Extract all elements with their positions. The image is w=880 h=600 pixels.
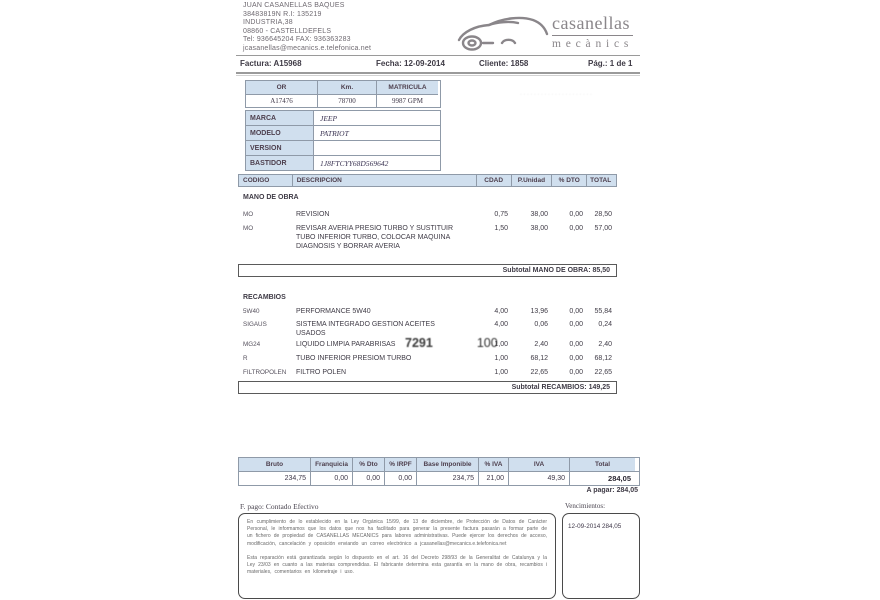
car-sketch-icon	[455, 10, 550, 56]
item-dto: 0,00	[569, 321, 583, 328]
item-dto: 0,00	[569, 308, 583, 315]
table-row	[246, 141, 440, 156]
col-total: TOTAL	[590, 177, 612, 184]
franquicia-value: 0,00	[311, 472, 353, 485]
pct-irpf-value: 0,00	[385, 472, 417, 485]
col-pct-irpf: % IRPF	[385, 458, 417, 471]
work-order-value-row	[246, 94, 440, 107]
logo-tagline: mecànics	[552, 38, 634, 50]
item-descripcion: LIQUIDO LIMPIA PARABRISAS	[296, 341, 396, 348]
total-value: 284,05	[608, 474, 631, 483]
overlay-number-right: 100	[476, 336, 498, 350]
item-total: 2,40	[598, 341, 612, 348]
item-codigo: MO	[243, 211, 254, 218]
item-dto: 0,00	[569, 211, 583, 218]
subtotal-mano-de-obra: Subtotal MANO DE OBRA: 85,50	[238, 264, 617, 277]
overlay-number-left: 7291	[405, 336, 433, 350]
table-row	[246, 126, 440, 141]
item-descripcion: PERFORMANCE 5W40	[296, 308, 371, 315]
km-value: 78700	[318, 94, 377, 107]
marca-label: MARCA	[246, 111, 314, 125]
pct-dto-value: 0,00	[353, 472, 385, 485]
col-descripcion: DESCRIPCION	[293, 175, 477, 186]
section-title-recambios: RECAMBIOS	[243, 294, 286, 301]
logo-name: casanellas	[552, 13, 633, 36]
payment-method-line: F. pago: Contado Efectivo	[240, 502, 319, 511]
item-total: 22,65	[594, 369, 612, 376]
col-dto: % DTO	[552, 175, 587, 186]
totals-table	[238, 457, 640, 486]
col-matricula-header: MATRICULA	[377, 81, 438, 94]
col-pct-dto: % Dto	[353, 458, 385, 471]
col-bruto: Bruto	[239, 458, 311, 471]
company-city: 08860 - CASTELLDEFELS	[243, 27, 332, 35]
a-pagar-line: A pagar: 284,05	[586, 487, 638, 494]
company-name: JUAN CASANELLAS BAQUES	[243, 2, 345, 9]
item-total: 55,84	[594, 308, 612, 315]
invoice-page: Pág.: 1 de 1	[588, 59, 633, 68]
version-value	[314, 141, 440, 155]
invoice-date: Fecha: 12-09-2014	[376, 59, 445, 68]
item-descripcion: SISTEMA INTEGRADO GESTION ACEITES USADOS	[296, 321, 435, 337]
col-punidad: P.Unidad	[512, 175, 553, 186]
item-punidad: 0,06	[534, 321, 548, 328]
company-street: INDUSTRIA,38	[243, 19, 293, 27]
item-dto: 0,00	[569, 369, 583, 376]
work-order-table	[245, 80, 441, 108]
item-total: 57,00	[594, 225, 612, 232]
vencimientos-box	[562, 513, 640, 599]
item-cdad: 4,00	[494, 308, 508, 315]
item-punidad: 38,00	[530, 225, 548, 232]
item-total: 0,24	[598, 321, 612, 328]
invoice-client: Cliente: 1858	[479, 59, 529, 68]
col-or-header: OR	[246, 81, 318, 94]
item-descripcion: TUBO INFERIOR PRESIOM TURBO	[296, 355, 412, 362]
bastidor-value: 1J8FTCYY68D569642	[320, 158, 389, 168]
matricula-value: 9987 GPM	[377, 94, 438, 107]
company-email: jcasanellas@mecanics.e.telefonica.net	[243, 44, 372, 52]
bastidor-label: BASTIDOR	[246, 156, 314, 170]
subtotal-recambios: Subtotal RECAMBIOS: 149,25	[238, 381, 617, 394]
pct-iva-value: 21,00	[479, 472, 509, 485]
vehicle-table	[245, 110, 441, 171]
company-id: 38483819N R.I: 135219	[243, 10, 322, 18]
item-dto: 0,00	[569, 355, 583, 362]
item-codigo: FILTROPOLEN	[243, 369, 287, 376]
item-total: 28,50	[594, 211, 612, 218]
item-punidad: 68,12	[530, 355, 548, 362]
item-punidad: 38,00	[530, 211, 548, 218]
item-cdad: 1,00	[494, 355, 508, 362]
iva-value: 49,30	[509, 472, 570, 485]
table-row	[246, 111, 440, 126]
col-cdad: CDAD	[477, 175, 512, 186]
item-cdad: 4,00	[494, 321, 508, 328]
item-cdad: 0,75	[494, 211, 508, 218]
col-base-imponible: Base Imponible	[417, 458, 479, 471]
item-dto: 0,00	[569, 225, 583, 232]
item-total: 68,12	[594, 355, 612, 362]
work-order-header-row	[246, 81, 440, 94]
invoice-number: Factura: A15968	[240, 59, 302, 68]
col-codigo: CODIGO	[239, 175, 293, 186]
item-codigo: R	[243, 355, 248, 362]
logo-wordmark	[552, 13, 633, 50]
col-km-header: Km.	[318, 81, 377, 94]
item-punidad: 13,96	[530, 308, 548, 315]
faint-redacted-text: ·····················	[520, 92, 594, 98]
vencimientos-label: Vencimientos:	[565, 502, 606, 510]
table-row	[246, 156, 440, 170]
item-descripcion: FILTRO POLEN	[296, 369, 347, 376]
item-codigo: MG24	[243, 341, 261, 348]
col-franquicia: Franquicia	[311, 458, 353, 471]
divider-line	[236, 75, 640, 76]
legal-notice-box	[238, 513, 556, 599]
totals-value-row	[239, 471, 639, 485]
item-punidad: 2,40	[534, 341, 548, 348]
col-iva: IVA	[509, 458, 570, 471]
item-cdad: 1,00	[494, 341, 508, 348]
company-logo	[455, 6, 645, 58]
item-codigo: SIGAUS	[243, 321, 267, 328]
item-cdad: 1,00	[494, 369, 508, 376]
item-cdad: 1,50	[494, 225, 508, 232]
items-table-header	[238, 174, 617, 187]
modelo-value: PATRIOT	[320, 128, 349, 138]
totals-header-row	[239, 458, 639, 471]
invoice-info-bar	[236, 55, 640, 74]
version-label: VERSION	[246, 141, 314, 155]
section-title-mano-de-obra: MANO DE OBRA	[243, 194, 299, 201]
item-codigo: MO	[243, 225, 254, 232]
or-value: A17476	[246, 94, 318, 107]
legal-paragraph-1: En cumplimiento de lo establecido en la Ley Orgánica 15/99, de 13 de diciembre, de Protección de Datos de Carácter Personal, le informamos que los datos que nos ha facilitado para generar la presente factura pasarán a formar parte de un fichero de propiedad de CASANELLAS MECANICS para labores administrativas. Puede ejercer los derechos de acceso, modificación, cancelación y oposición enviando un correo electrónico a jcasanellas@mecanics.e.telefonica.net	[247, 519, 547, 547]
bruto-value: 234,75	[239, 472, 311, 485]
item-descripcion: REVISAR AVERIA PRESIO TURBO Y SUSTITUIR TUBO INFERIOR TURBO, COLOCAR MAQUINA DIAGNOSIS Y BORRAR AVERIA	[296, 225, 454, 250]
legal-paragraph-2: Esta reparación está garantizada según lo dispuesto en el art. 16 del Decreto 298/93 de la Generalitat de Catalunya y la Ley 23/03 en cuanto a las materias comprendidas. El fabricante determina esta garantía en la mano de obra, recambios i materiales, comentarios en kilometraje i uso.	[247, 554, 547, 576]
col-total: Total	[570, 458, 635, 471]
item-codigo: 5W40	[243, 308, 260, 315]
overlay-artifact-text	[405, 336, 525, 350]
company-phone: Tel: 936645204 FAX: 936363283	[243, 36, 351, 44]
col-pct-iva: % IVA	[479, 458, 509, 471]
item-punidad: 22,65	[530, 369, 548, 376]
vencimiento-entry: 12-09-2014 284,05	[568, 523, 622, 530]
modelo-label: MODELO	[246, 126, 314, 140]
company-address-block	[243, 2, 371, 54]
base-imponible-value: 234,75	[417, 472, 479, 485]
marca-value: JEEP	[320, 113, 338, 123]
item-dto: 0,00	[569, 341, 583, 348]
item-descripcion: REVISION	[296, 211, 330, 218]
